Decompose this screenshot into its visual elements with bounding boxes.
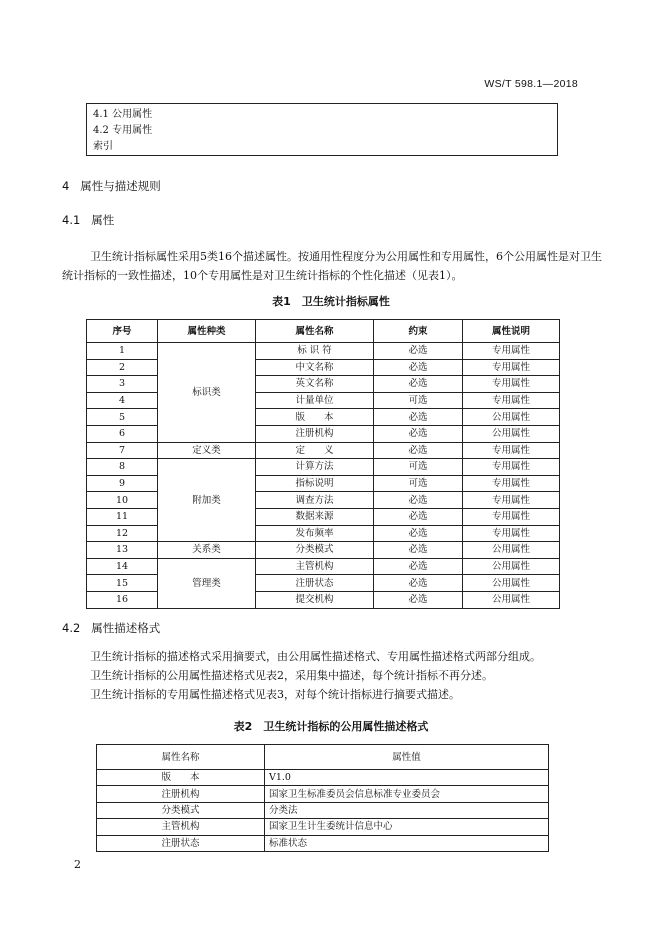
body-line: 卫生统计指标的公用属性描述格式见表2，采用集中描述，每个统计指标不再分述。	[90, 669, 493, 682]
table-row	[97, 786, 549, 802]
seq-cell: 11	[87, 508, 158, 525]
section-4-heading	[62, 178, 161, 194]
constraint-cell: 必选	[374, 575, 463, 592]
attr-name-cell: 注册机构	[97, 786, 265, 802]
attr-name-cell: 主管机构	[256, 558, 374, 575]
note-cell: 公用属性	[463, 591, 560, 608]
attr-name-cell: 分类模式	[97, 802, 265, 818]
table1-caption: 表1 卫生统计指标属性	[272, 295, 390, 308]
section-4-2-heading	[62, 620, 160, 636]
seq-cell: 6	[87, 425, 158, 442]
note-cell: 专用属性	[463, 492, 560, 509]
table2-caption: 表2 卫生统计指标的公用属性描述格式	[233, 720, 429, 733]
table-row	[87, 508, 560, 525]
note-cell: 公用属性	[463, 409, 560, 426]
header-cell: 属性名称	[97, 745, 265, 770]
note-cell: 专用属性	[463, 343, 560, 360]
section-number: 4.2	[62, 621, 81, 635]
constraint-cell: 必选	[374, 542, 463, 559]
seq-cell: 2	[87, 359, 158, 376]
attr-value-cell: 分类法	[265, 802, 549, 818]
attr-name-cell: 定 义	[256, 442, 374, 459]
constraint-cell: 必选	[374, 376, 463, 393]
common-attribute-format-table	[96, 744, 549, 852]
toc-item[interactable]: 4.2 专用属性	[93, 125, 153, 136]
note-cell: 专用属性	[463, 392, 560, 409]
section-title: 属性描述格式	[91, 621, 161, 635]
note-cell: 专用属性	[463, 525, 560, 542]
toc-item[interactable]: 索引	[93, 141, 113, 152]
header-cell: 属性值	[265, 745, 549, 770]
header-cell: 属性说明	[463, 320, 560, 343]
seq-cell: 9	[87, 475, 158, 492]
section-4-1-paragraph: 卫生统计指标属性采用5类16个描述属性。按通用性程度分为公用属性和专用属性，6个公用属性是对卫生统计指标的一致性描述，10个专用属性是对卫生统计指标的个性化描述（见表1）。	[62, 250, 602, 282]
table-row	[87, 343, 560, 360]
table-row	[87, 575, 560, 592]
note-cell: 公用属性	[463, 575, 560, 592]
attr-name-cell: 英文名称	[256, 376, 374, 393]
note-cell: 专用属性	[463, 475, 560, 492]
constraint-cell: 必选	[374, 359, 463, 376]
seq-cell: 1	[87, 343, 158, 360]
attr-name-cell: 计算方法	[256, 459, 374, 476]
table-row	[87, 359, 560, 376]
page-number: 2	[74, 858, 81, 871]
constraint-cell: 必选	[374, 409, 463, 426]
table-row	[87, 376, 560, 393]
seq-cell: 13	[87, 542, 158, 559]
seq-cell: 14	[87, 558, 158, 575]
note-cell: 专用属性	[463, 376, 560, 393]
table-row	[97, 770, 549, 786]
table-row	[87, 392, 560, 409]
section-title: 属性与描述规则	[80, 179, 161, 193]
attr-name-cell: 分类模式	[256, 542, 374, 559]
attr-name-cell: 主管机构	[97, 819, 265, 835]
attr-name-cell: 计量单位	[256, 392, 374, 409]
attr-name-cell: 注册状态	[256, 575, 374, 592]
category-cell: 定义类	[158, 442, 256, 459]
section-number: 4.1	[62, 213, 81, 227]
attribute-table	[86, 319, 560, 609]
attr-name-cell: 数据来源	[256, 508, 374, 525]
constraint-cell: 必选	[374, 525, 463, 542]
seq-cell: 10	[87, 492, 158, 509]
seq-cell: 4	[87, 392, 158, 409]
attr-value-cell: 国家卫生计生委统计信息中心	[265, 819, 549, 835]
table-header-row	[87, 320, 560, 343]
constraint-cell: 可选	[374, 392, 463, 409]
constraint-cell: 可选	[374, 459, 463, 476]
table-header-row	[97, 745, 549, 770]
constraint-cell: 必选	[374, 558, 463, 575]
table-row	[97, 819, 549, 835]
attr-name-cell: 发布频率	[256, 525, 374, 542]
header-cell: 属性种类	[158, 320, 256, 343]
note-cell: 公用属性	[463, 558, 560, 575]
header-cell: 序号	[87, 320, 158, 343]
table-row	[87, 459, 560, 476]
constraint-cell: 必选	[374, 442, 463, 459]
attr-value-cell: 标准状态	[265, 835, 549, 851]
attr-name-cell: 调查方法	[256, 492, 374, 509]
attr-name-cell: 注册状态	[97, 835, 265, 851]
seq-cell: 16	[87, 591, 158, 608]
category-cell: 附加类	[158, 459, 256, 542]
toc-item[interactable]: 4.1 公用属性	[93, 109, 153, 120]
attr-name-cell: 提交机构	[256, 591, 374, 608]
table-row	[97, 835, 549, 851]
constraint-cell: 必选	[374, 343, 463, 360]
table-row	[97, 802, 549, 818]
seq-cell: 7	[87, 442, 158, 459]
constraint-cell: 可选	[374, 475, 463, 492]
note-cell: 专用属性	[463, 459, 560, 476]
attr-value-cell: 国家卫生标准委员会信息标准专业委员会	[265, 786, 549, 802]
table-row	[87, 409, 560, 426]
seq-cell: 12	[87, 525, 158, 542]
note-cell: 公用属性	[463, 425, 560, 442]
note-cell: 专用属性	[463, 442, 560, 459]
section-title: 属性	[91, 213, 115, 227]
table-row	[87, 558, 560, 575]
seq-cell: 5	[87, 409, 158, 426]
note-cell: 专用属性	[463, 359, 560, 376]
table-row	[87, 425, 560, 442]
body-line: 卫生统计指标的专用属性描述格式见表3，对每个统计指标进行摘要式描述。	[90, 688, 460, 701]
table-row	[87, 492, 560, 509]
section-4-1-heading	[62, 212, 114, 228]
body-line: 卫生统计指标的描述格式采用摘要式，由公用属性描述格式、专用属性描述格式两部分组成。	[90, 650, 541, 663]
note-cell: 专用属性	[463, 508, 560, 525]
section-4-2-body	[62, 647, 622, 704]
category-cell: 标识类	[158, 343, 256, 443]
attr-name-cell: 版 本	[256, 409, 374, 426]
attr-name-cell: 注册机构	[256, 425, 374, 442]
attr-name-cell: 版 本	[97, 770, 265, 786]
constraint-cell: 必选	[374, 591, 463, 608]
toc-box	[86, 103, 558, 156]
table-row	[87, 475, 560, 492]
attr-name-cell: 中文名称	[256, 359, 374, 376]
table-row	[87, 525, 560, 542]
header-cell: 约束	[374, 320, 463, 343]
table-row	[87, 591, 560, 608]
note-cell: 公用属性	[463, 542, 560, 559]
attr-name-cell: 指标说明	[256, 475, 374, 492]
header-cell: 属性名称	[256, 320, 374, 343]
seq-cell: 15	[87, 575, 158, 592]
attr-name-cell: 标 识 符	[256, 343, 374, 360]
standard-code: WS/T 598.1—2018	[484, 78, 578, 90]
table-row	[87, 542, 560, 559]
attr-value-cell: V1.0	[265, 770, 549, 786]
category-cell: 关系类	[158, 542, 256, 559]
table-row	[87, 442, 560, 459]
section-number: 4	[62, 179, 70, 193]
seq-cell: 8	[87, 459, 158, 476]
constraint-cell: 必选	[374, 492, 463, 509]
constraint-cell: 必选	[374, 425, 463, 442]
constraint-cell: 必选	[374, 508, 463, 525]
seq-cell: 3	[87, 376, 158, 393]
category-cell: 管理类	[158, 558, 256, 608]
